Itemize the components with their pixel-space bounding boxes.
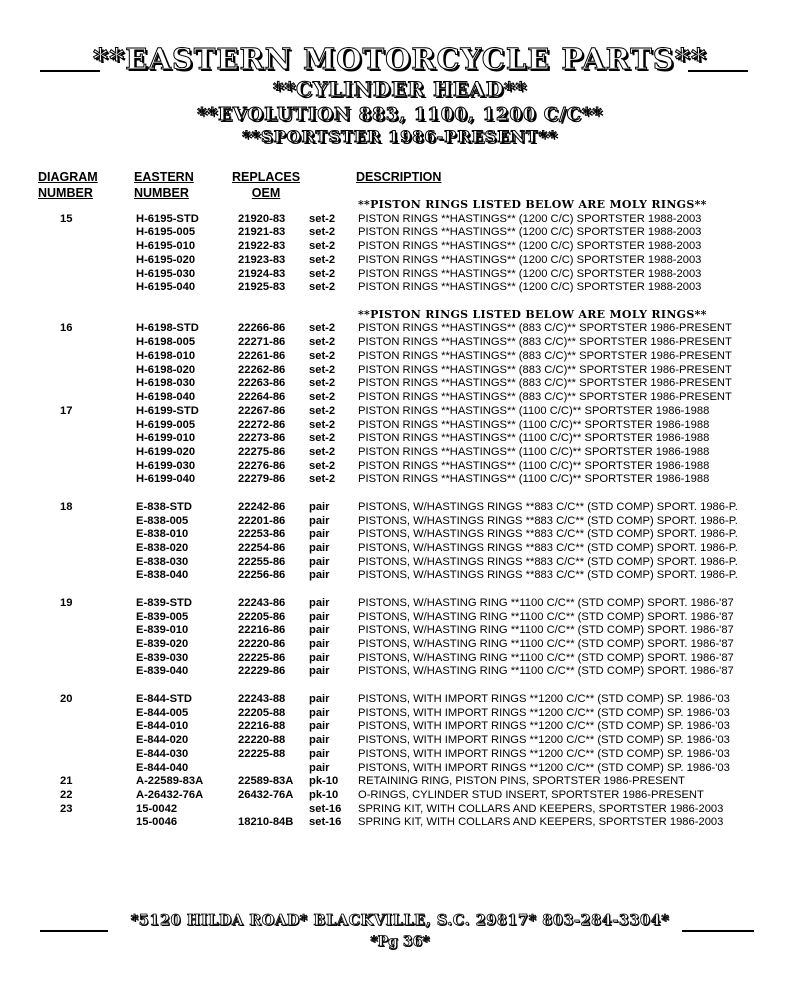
table-note-row — [0, 198, 800, 212]
table-note-row — [0, 308, 800, 322]
description: PISTONS, W/HASTINGS RINGS **883 C/C** (STD COMP) SPORT. 1986-P. — [358, 569, 738, 582]
oem-number: 22205-88 — [238, 706, 286, 719]
description: PISTONS, WITH IMPORT RINGS **1200 C/C** (STD COMP) SP. 1986-'03 — [358, 706, 730, 719]
description: PISTON RINGS **HASTINGS** (1200 C/C) SPORTSTER 1988-2003 — [358, 226, 702, 239]
eastern-number: H-6198-020 — [136, 363, 196, 376]
quantity: pair — [309, 542, 330, 554]
eastern-number: E-839-030 — [136, 651, 189, 664]
table-row — [0, 774, 800, 788]
quantity: pair — [309, 569, 330, 582]
oem-number: 21922-83 — [238, 240, 286, 253]
table-row — [0, 747, 800, 761]
quantity: pair — [309, 720, 330, 733]
oem-number: 22242-86 — [238, 500, 286, 513]
oem-number: 22272-86 — [238, 418, 286, 431]
description: PISTONS, W/HASTING RING **1100 C/C** (STD COMP) SPORT. 1986-'87 — [358, 596, 734, 609]
oem-number: 22271-86 — [238, 336, 286, 349]
quantity: pair — [309, 528, 330, 541]
oem-number: 22276-86 — [238, 459, 286, 472]
description: **PISTON RINGS LISTED BELOW ARE MOLY RINGS** — [358, 307, 707, 321]
eastern-number: H-6198-010 — [136, 349, 196, 362]
eastern-number: E-838-040 — [136, 569, 189, 582]
quantity: set-2 — [309, 212, 336, 225]
quantity: pair — [309, 638, 330, 651]
quantity: set-2 — [309, 240, 336, 253]
table-row — [0, 719, 800, 733]
table-row — [0, 349, 800, 363]
description: PISTONS, WITH IMPORT RINGS **1200 C/C** (STD COMP) SP. 1986-'03 — [358, 747, 730, 760]
eastern-number: H-6198-040 — [136, 391, 196, 404]
table-row — [0, 610, 800, 624]
description: PISTON RINGS **HASTINGS** (1100 C/C)** SPORTSTER 1986-1988 — [358, 473, 710, 486]
eastern-number: E-844-020 — [136, 734, 189, 747]
oem-number: 22243-88 — [238, 692, 286, 705]
description: O-RINGS, CYLINDER STUD INSERT, SPORTSTER 1986-PRESENT — [358, 788, 704, 801]
description: PISTON RINGS **HASTINGS** (1200 C/C) SPORTSTER 1988-2003 — [358, 253, 702, 266]
table-row — [0, 527, 800, 541]
model-subtitle: **SPORTSTER 1986-PRESENT** — [242, 127, 558, 146]
description: PISTON RINGS **HASTINGS** (1100 C/C)** SPORTSTER 1986-1988 — [358, 404, 710, 417]
quantity: pair — [309, 500, 330, 513]
oem-number: 22255-86 — [238, 555, 286, 568]
table-row — [0, 706, 800, 720]
description: PISTON RINGS **HASTINGS** (1200 C/C) SPORTSTER 1988-2003 — [358, 212, 702, 225]
eastern-number: 15-0046 — [136, 816, 178, 829]
eastern-number: E-838-030 — [136, 555, 189, 568]
description: PISTONS, WITH IMPORT RINGS **1200 C/C** (STD COMP) SP. 1986-'03 — [358, 734, 730, 747]
description: PISTON RINGS **HASTINGS** (1100 C/C)** SPORTSTER 1986-1988 — [358, 418, 710, 431]
quantity: set-2 — [309, 473, 336, 486]
footer-left-rule — [40, 930, 108, 932]
oem-number: 22267-86 — [238, 404, 286, 417]
oem-number: 22279-86 — [238, 473, 286, 486]
description: PISTON RINGS **HASTINGS** (883 C/C)** SPORTSTER 1986-PRESENT — [358, 391, 732, 404]
engine-subtitle: **EVOLUTION 883, 1100, 1200 C/C** — [197, 104, 603, 125]
description: PISTONS, WITH IMPORT RINGS **1200 C/C** (STD COMP) SP. 1986-'03 — [358, 720, 730, 733]
eastern-number: E-838-005 — [136, 514, 189, 527]
diagram-number: 20 — [60, 692, 73, 705]
table-row — [0, 733, 800, 747]
description: PISTONS, W/HASTING RING **1100 C/C** (STD COMP) SPORT. 1986-'87 — [358, 651, 734, 664]
description: PISTON RINGS **HASTINGS** (883 C/C)** SPORTSTER 1986-PRESENT — [358, 349, 732, 362]
oem-number: 22229-86 — [238, 665, 286, 678]
table-row — [0, 404, 800, 418]
oem-number: 22275-86 — [238, 445, 286, 458]
oem-number: 21920-83 — [238, 212, 286, 225]
table-row — [0, 225, 800, 239]
eastern-number: 15-0042 — [136, 802, 178, 815]
table-row — [0, 637, 800, 651]
diagram-number: 19 — [60, 596, 73, 609]
table-row — [0, 664, 800, 678]
quantity: pair — [309, 596, 330, 609]
page-title: **EASTERN MOTORCYCLE PARTS** — [92, 42, 708, 76]
eastern-number: H-6199-020 — [136, 445, 196, 458]
quantity: set-2 — [309, 281, 336, 294]
eastern-number: E-838-STD — [136, 500, 192, 513]
description: PISTONS, W/HASTINGS RINGS **883 C/C** (STD COMP) SPORT. 1986-P. — [358, 514, 738, 527]
table-row — [0, 651, 800, 665]
eastern-number: H-6195-010 — [136, 240, 196, 253]
diagram-number: 21 — [60, 775, 73, 788]
quantity: set-2 — [309, 377, 336, 390]
diagram-number: 23 — [60, 802, 73, 815]
table-row — [0, 788, 800, 802]
oem-number: 22266-86 — [238, 322, 286, 335]
section-title: **CYLINDER HEAD** — [273, 77, 527, 101]
eastern-number: A-22589-83A — [136, 775, 204, 788]
description: PISTON RINGS **HASTINGS** (883 C/C)** SPORTSTER 1986-PRESENT — [358, 322, 732, 335]
table-row — [0, 363, 800, 377]
oem-number: 22273-86 — [238, 432, 286, 445]
quantity: set-2 — [309, 418, 336, 431]
oem-number: 26432-76A — [238, 788, 294, 801]
table-row — [0, 541, 800, 555]
footer-address: *5120 HILDA ROAD* BLACKVILLE, S.C. 29817* 803-284-3304* — [130, 912, 670, 929]
eastern-number: A-26432-76A — [136, 788, 204, 801]
table-row — [0, 431, 800, 445]
eastern-number: E-844-STD — [136, 692, 192, 705]
description: PISTON RINGS **HASTINGS** (1100 C/C)** SPORTSTER 1986-1988 — [358, 459, 710, 472]
oem-number: 22225-88 — [238, 747, 286, 760]
description: PISTON RINGS **HASTINGS** (1200 C/C) SPORTSTER 1988-2003 — [358, 267, 702, 280]
table-row — [0, 418, 800, 432]
oem-number: 22256-86 — [238, 569, 286, 582]
eastern-number: E-839-040 — [136, 665, 189, 678]
quantity: set-2 — [309, 336, 336, 349]
description: PISTON RINGS **HASTINGS** (883 C/C)** SPORTSTER 1986-PRESENT — [358, 377, 732, 390]
eastern-number: H-6199-010 — [136, 432, 196, 445]
quantity: set-16 — [309, 802, 342, 815]
oem-number: 18210-84B — [238, 816, 294, 829]
description: PISTONS, WITH IMPORT RINGS **1200 C/C** (STD COMP) SP. 1986-'03 — [358, 761, 730, 774]
description: PISTON RINGS **HASTINGS** (1200 C/C) SPORTSTER 1988-2003 — [358, 240, 702, 253]
table-row — [0, 555, 800, 569]
quantity: pair — [309, 706, 330, 719]
eastern-number: H-6199-030 — [136, 459, 196, 472]
oem-number: 22225-86 — [238, 651, 286, 664]
quantity: pair — [309, 747, 330, 760]
oem-number: 22205-86 — [238, 610, 286, 623]
oem-number: 22201-86 — [238, 514, 286, 527]
oem-number: 21925-83 — [238, 281, 286, 294]
table-row — [0, 568, 800, 582]
quantity: set-2 — [309, 445, 336, 458]
eastern-number: H-6195-005 — [136, 226, 196, 239]
quantity: set-2 — [309, 459, 336, 472]
quantity: set-2 — [309, 226, 336, 239]
diagram-number: 18 — [60, 500, 73, 513]
col-header-description: DESCRIPTION — [356, 170, 442, 184]
quantity: pair — [309, 624, 330, 637]
eastern-number: H-6198-005 — [136, 336, 196, 349]
quantity: set-2 — [309, 322, 336, 335]
description: **PISTON RINGS LISTED BELOW ARE MOLY RINGS** — [358, 198, 707, 211]
quantity: set-2 — [309, 267, 336, 280]
quantity: set-2 — [309, 404, 336, 417]
oem-number: 22220-88 — [238, 734, 286, 747]
description: PISTON RINGS **HASTINGS** (1100 C/C)** SPORTSTER 1986-1988 — [358, 432, 710, 445]
diagram-number: 16 — [60, 322, 73, 335]
quantity: pair — [309, 761, 330, 774]
col-header-eastern: EASTERN NUMBER — [134, 170, 194, 200]
description: PISTONS, W/HASTING RING **1100 C/C** (STD COMP) SPORT. 1986-'87 — [358, 665, 734, 678]
quantity: pair — [309, 514, 330, 527]
eastern-number: H-6195-030 — [136, 267, 196, 280]
description: PISTON RINGS **HASTINGS** (1100 C/C)** SPORTSTER 1986-1988 — [358, 445, 710, 458]
table-row — [0, 472, 800, 486]
eastern-number: H-6199-STD — [136, 404, 199, 417]
eastern-number: H-6195-040 — [136, 281, 196, 294]
oem-number: 22253-86 — [238, 528, 286, 541]
description: PISTONS, W/HASTINGS RINGS **883 C/C** (STD COMP) SPORT. 1986-P. — [358, 542, 738, 554]
description: SPRING KIT, WITH COLLARS AND KEEPERS, SPORTSTER 1986-2003 — [358, 816, 724, 829]
quantity: pk-10 — [309, 775, 339, 788]
table-row — [0, 623, 800, 637]
eastern-number: H-6198-030 — [136, 377, 196, 390]
quantity: pair — [309, 610, 330, 623]
table-row — [0, 280, 800, 294]
table-row — [0, 815, 800, 829]
description: PISTONS, W/HASTINGS RINGS **883 C/C** (STD COMP) SPORT. 1986-P. — [358, 528, 738, 541]
table-row — [0, 267, 800, 281]
eastern-number: E-844-030 — [136, 747, 189, 760]
quantity: set-2 — [309, 432, 336, 445]
table-row — [0, 500, 800, 514]
oem-number: 22263-86 — [238, 377, 286, 390]
table-row — [0, 802, 800, 816]
quantity: set-16 — [309, 816, 342, 829]
oem-number: 22254-86 — [238, 542, 286, 554]
quantity: pair — [309, 665, 330, 678]
eastern-number: E-839-010 — [136, 624, 189, 637]
oem-number: 22220-86 — [238, 638, 286, 651]
table-row — [0, 445, 800, 459]
eastern-number: H-6199-005 — [136, 418, 196, 431]
table-row — [0, 514, 800, 528]
description: PISTON RINGS **HASTINGS** (1200 C/C) SPORTSTER 1988-2003 — [358, 281, 702, 294]
oem-number: 21923-83 — [238, 253, 286, 266]
footer-right-rule — [682, 930, 754, 932]
table-row — [0, 459, 800, 473]
eastern-number: H-6199-040 — [136, 473, 196, 486]
oem-number: 22243-86 — [238, 596, 286, 609]
quantity: set-2 — [309, 253, 336, 266]
eastern-number: H-6195-020 — [136, 253, 196, 266]
oem-number: 22261-86 — [238, 349, 286, 362]
col-header-diagram: DIAGRAM NUMBER — [38, 170, 98, 200]
eastern-number: E-838-020 — [136, 542, 189, 554]
description: PISTON RINGS **HASTINGS** (883 C/C)** SPORTSTER 1986-PRESENT — [358, 363, 732, 376]
col-header-replaces: REPLACES OEM — [232, 170, 301, 200]
eastern-number: E-839-STD — [136, 596, 192, 609]
quantity: pair — [309, 555, 330, 568]
description: PISTONS, W/HASTING RING **1100 C/C** (STD COMP) SPORT. 1986-'87 — [358, 610, 734, 623]
eastern-number: E-838-010 — [136, 528, 189, 541]
table-row — [0, 596, 800, 610]
table-row — [0, 335, 800, 349]
diagram-number: 22 — [60, 788, 73, 801]
table-row — [0, 376, 800, 390]
description: RETAINING RING, PISTON PINS, SPORTSTER 1986-PRESENT — [358, 775, 685, 788]
oem-number: 22216-88 — [238, 720, 286, 733]
table-row — [0, 390, 800, 404]
description: PISTONS, WITH IMPORT RINGS **1200 C/C** (STD COMP) SP. 1986-'03 — [358, 692, 730, 705]
eastern-number: E-844-040 — [136, 761, 189, 774]
page-number: *Pg 36* — [370, 934, 430, 950]
oem-number: 21924-83 — [238, 267, 286, 280]
quantity: set-2 — [309, 363, 336, 376]
table-row — [0, 253, 800, 267]
oem-number: 22264-86 — [238, 391, 286, 404]
eastern-number: H-6198-STD — [136, 322, 199, 335]
eastern-number: E-839-005 — [136, 610, 189, 623]
oem-number: 22216-86 — [238, 624, 286, 637]
eastern-number: E-839-020 — [136, 638, 189, 651]
diagram-number: 17 — [60, 404, 73, 417]
diagram-number: 15 — [60, 212, 73, 225]
quantity: pk-10 — [309, 788, 339, 801]
description: PISTONS, W/HASTING RING **1100 C/C** (STD COMP) SPORT. 1986-'87 — [358, 638, 734, 651]
table-row — [0, 321, 800, 335]
table-row — [0, 761, 800, 775]
table-row — [0, 692, 800, 706]
quantity: set-2 — [309, 391, 336, 404]
eastern-number: E-844-010 — [136, 720, 189, 733]
description: PISTON RINGS **HASTINGS** (883 C/C)** SPORTSTER 1986-PRESENT — [358, 336, 732, 349]
quantity: pair — [309, 692, 330, 705]
table-row — [0, 212, 800, 226]
quantity: pair — [309, 651, 330, 664]
oem-number: 22262-86 — [238, 363, 286, 376]
oem-number: 21921-83 — [238, 226, 286, 239]
eastern-number: E-844-005 — [136, 706, 189, 719]
description: PISTONS, W/HASTINGS RINGS **883 C/C** (STD COMP) SPORT. 1986-P. — [358, 555, 738, 568]
description: PISTONS, W/HASTINGS RINGS **883 C/C** (STD COMP) SPORT. 1986-P. — [358, 500, 738, 513]
eastern-number: H-6195-STD — [136, 212, 199, 225]
quantity: pair — [309, 734, 330, 747]
description: SPRING KIT, WITH COLLARS AND KEEPERS, SPORTSTER 1986-2003 — [358, 802, 724, 815]
oem-number: 22589-83A — [238, 775, 294, 788]
table-row — [0, 239, 800, 253]
quantity: set-2 — [309, 349, 336, 362]
description: PISTONS, W/HASTING RING **1100 C/C** (STD COMP) SPORT. 1986-'87 — [358, 624, 734, 637]
